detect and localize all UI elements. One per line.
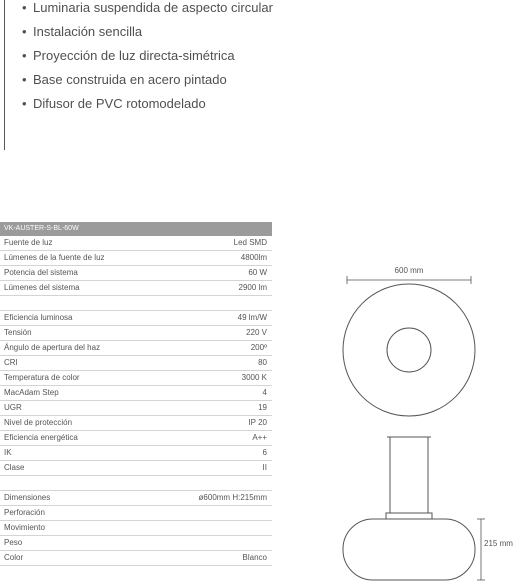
spec-label: MacAdam Step — [4, 388, 59, 397]
spec-value: 49 lm/W — [237, 313, 267, 322]
spec-value: 2900 lm — [238, 283, 267, 292]
spec-value: A++ — [252, 433, 267, 442]
side-view-diffuser — [343, 519, 475, 580]
mounting-base — [386, 513, 432, 519]
spec-value: II — [262, 463, 267, 472]
spec-value: 80 — [258, 358, 267, 367]
spec-value: Blanco — [242, 553, 267, 562]
bullet-dot: • — [22, 96, 27, 111]
spec-value: 4 — [262, 388, 267, 397]
spec-label: Perforación — [4, 508, 45, 517]
spec-label: Eficiencia luminosa — [4, 313, 73, 322]
spec-label: Temperatura de color — [4, 373, 80, 382]
spec-label: Fuente de luz — [4, 238, 53, 247]
spec-value: Led SMD — [233, 238, 267, 247]
bullet-dot: • — [22, 24, 27, 39]
spec-label: UGR — [4, 403, 22, 412]
spec-label: Tensión — [4, 328, 32, 337]
spec-label: IK — [4, 448, 12, 457]
feature-text: Instalación sencilla — [33, 24, 143, 39]
spec-label: Ángulo de apertura del haz — [4, 343, 101, 352]
spec-label: CRI — [4, 358, 18, 367]
bullet-dot: • — [22, 48, 27, 63]
feature-text: Difusor de PVC rotomodelado — [33, 96, 206, 111]
feature-text: Luminaria suspendida de aspecto circular — [33, 0, 273, 15]
spec-value: 19 — [258, 403, 267, 412]
spec-value: 220 V — [246, 328, 267, 337]
spec-value: ø600mm H:215mm — [198, 493, 267, 502]
spec-label: Clase — [4, 463, 25, 472]
spec-value: 200º — [250, 343, 267, 352]
spec-label: Dimensiones — [4, 493, 51, 502]
spec-value: 3000 K — [241, 373, 267, 382]
spec-label: Nivel de protección — [4, 418, 73, 427]
feature-text: Proyección de luz directa-simétrica — [33, 48, 235, 63]
spec-label: Lúmenes de la fuente de luz — [4, 253, 105, 262]
spec-value: IP 20 — [248, 418, 267, 427]
spec-label: Potencia del sistema — [4, 268, 78, 277]
top-view-inner-circle — [387, 328, 431, 372]
spec-label: Lúmenes del sistema — [4, 283, 80, 292]
bullet-dot: • — [22, 0, 27, 15]
width-dimension-label: 600 mm — [394, 266, 424, 275]
spec-label: Peso — [4, 538, 23, 547]
bullet-dot: • — [22, 72, 27, 87]
spec-label: Movimiento — [4, 523, 45, 532]
spec-value: 6 — [262, 448, 267, 457]
spec-value: 4800lm — [240, 253, 267, 262]
height-dimension-label: 215 mm — [484, 539, 513, 548]
spec-label: Eficiencia energética — [4, 433, 78, 442]
spec-label: Color — [4, 553, 24, 562]
spec-value: 60 W — [248, 268, 267, 277]
top-view-outer-circle — [343, 284, 475, 416]
feature-text: Base construida en acero pintado — [33, 72, 227, 87]
spec-table-model-header: VK-AUSTER-S-BL-60W — [0, 222, 272, 236]
